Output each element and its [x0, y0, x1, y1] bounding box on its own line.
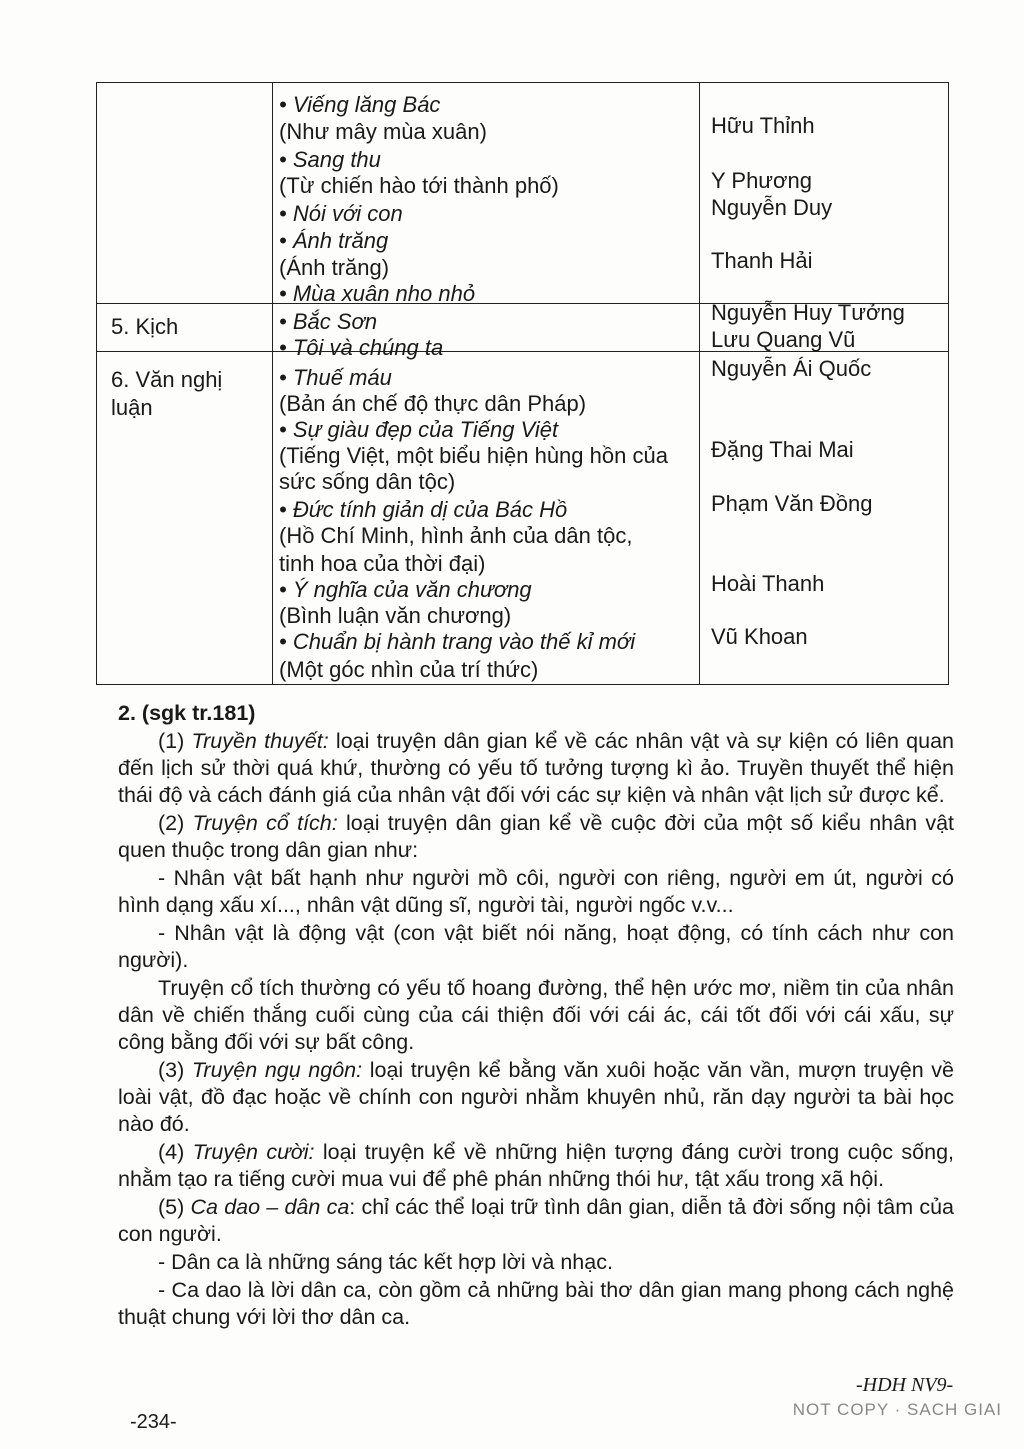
work-collection: (Bình luận văn chương)	[279, 603, 512, 628]
paragraph-joke-tale: (4) Truyện cười: loại truyện kể về những hiện tượng đáng cười trong cuộc sống, nhằm tạo ra tiếng cười mua vui để phê phán những thói hư, tật xấu trong xã hội.	[118, 1140, 954, 1191]
author: Vũ Khoan	[711, 624, 808, 649]
page-number: -234-	[130, 1411, 177, 1433]
work-collection: (Hồ Chí Minh, hình ảnh của dân tộc,	[279, 523, 633, 548]
work-collection: sức sống dân tộc)	[279, 469, 456, 494]
work-title: • Tôi và chúng ta	[279, 335, 444, 360]
work-title: • Viếng lăng Bác	[279, 92, 441, 117]
list-item: - Nhân vật là động vật (con vật biết nói năng, hoạt động, có tính cách như con người).	[118, 921, 954, 972]
work-collection: (Như mây mùa xuân)	[279, 119, 487, 144]
work-title: • Ý nghĩa của văn chương	[279, 577, 532, 602]
work-title: • Mùa xuân nho nhỏ	[279, 281, 476, 306]
work-collection: tinh hoa của thời đại)	[279, 551, 486, 576]
author: Hoài Thanh	[711, 571, 825, 596]
work-title: • Sang thu	[279, 147, 381, 172]
column-divider	[272, 83, 273, 684]
author: Nguyễn Huy Tưởng	[711, 300, 905, 325]
book-code: -HDH NV9-	[856, 1374, 954, 1396]
work-collection: (Một góc nhìn của trí thức)	[279, 657, 539, 682]
work-title: • Nói với con	[279, 201, 403, 226]
watermark: NOT COPY · SACH GIAI	[792, 1400, 1002, 1419]
list-item: - Nhân vật bất hạnh như người mồ côi, người con riêng, người em út, người có hình dạng xấu xí..., nhân vật dũng sĩ, người tài, người ngốc v.v...	[118, 866, 954, 917]
work-title: • Đức tính giản dị của Bác Hồ	[279, 497, 568, 522]
author: Thanh Hải	[711, 248, 813, 273]
paragraph-folk-song: (5) Ca dao – dân ca: chỉ các thể loại trữ tình dân gian, diễn tả đời sống nội tâm của con người.	[118, 1195, 954, 1246]
work-collection: (Từ chiến hào tới thành phố)	[279, 173, 559, 198]
work-collection: (Ánh trăng)	[279, 255, 390, 280]
author: Y Phương	[711, 168, 812, 193]
paragraph-fairy-tale-summary: Truyện cổ tích thường có yếu tố hoang đường, thể hện ước mơ, niềm tin của nhân dân về chiến thắng cuối cùng của cái thiện đối với cái ác, cái tốt đối với cái xấu, sự công bằng đối với sự bất công.	[118, 976, 954, 1054]
work-collection: (Tiếng Việt, một biểu hiện hùng hồn của	[279, 443, 668, 468]
work-title: • Thuế máu	[279, 365, 392, 390]
list-item: - Ca dao là lời dân ca, còn gồm cả những bài thơ dân gian mang phong cách nghệ thuật chung với lời thơ dân ca.	[118, 1278, 954, 1329]
author: Phạm Văn Đồng	[711, 491, 873, 516]
category-label: luận	[111, 395, 153, 420]
paragraph-fable: (3) Truyện ngụ ngôn: loại truyện kể bằng văn xuôi hoặc văn vần, mượn truyện về loài vật, đồ đạc hoặc về chính con người nhằm khuyên nhủ, răn dạy người ta bài học nào đó.	[118, 1058, 954, 1136]
work-title: • Sự giàu đẹp của Tiếng Việt	[279, 417, 559, 442]
work-title: • Ánh trăng	[279, 228, 389, 253]
author: Đặng Thai Mai	[711, 437, 854, 462]
author: Nguyễn Ái Quốc	[711, 356, 872, 381]
list-item: - Dân ca là những sáng tác kết hợp lời và nhạc.	[158, 1250, 613, 1274]
work-title: • Bắc Sơn	[279, 309, 378, 334]
section-2	[118, 700, 954, 1332]
author: Nguyễn Duy	[711, 195, 833, 220]
work-collection: (Bản án chế độ thực dân Pháp)	[279, 391, 587, 416]
paragraph-fairy-tale: (2) Truyện cổ tích: loại truyện dân gian kể về cuộc đời của một số kiểu nhân vật quen thuộc trong dân gian như:	[118, 811, 954, 862]
category-label: 6. Văn nghị	[111, 367, 223, 392]
author: Lưu Quang Vũ	[711, 327, 856, 352]
paragraph-legend: (1) Truyền thuyết: loại truyện dân gian kể về các nhân vật và sự kiện có liên quan đến lịch sử thời quá khứ, thường có yếu tố tưởng tượng kì ảo. Truyền thuyết thể hiện thái độ và cách đánh giá của nhân vật đối với các sự kiện và nhân vật lịch sử được kể.	[118, 729, 954, 807]
category-label: 5. Kịch	[111, 314, 179, 339]
work-title: • Chuẩn bị hành trang vào thế kỉ mới	[279, 629, 636, 654]
section-heading: 2. (sgk tr.181)	[118, 701, 256, 725]
author: Hữu Thỉnh	[711, 113, 815, 138]
column-divider	[699, 83, 700, 684]
works-table	[96, 82, 949, 685]
